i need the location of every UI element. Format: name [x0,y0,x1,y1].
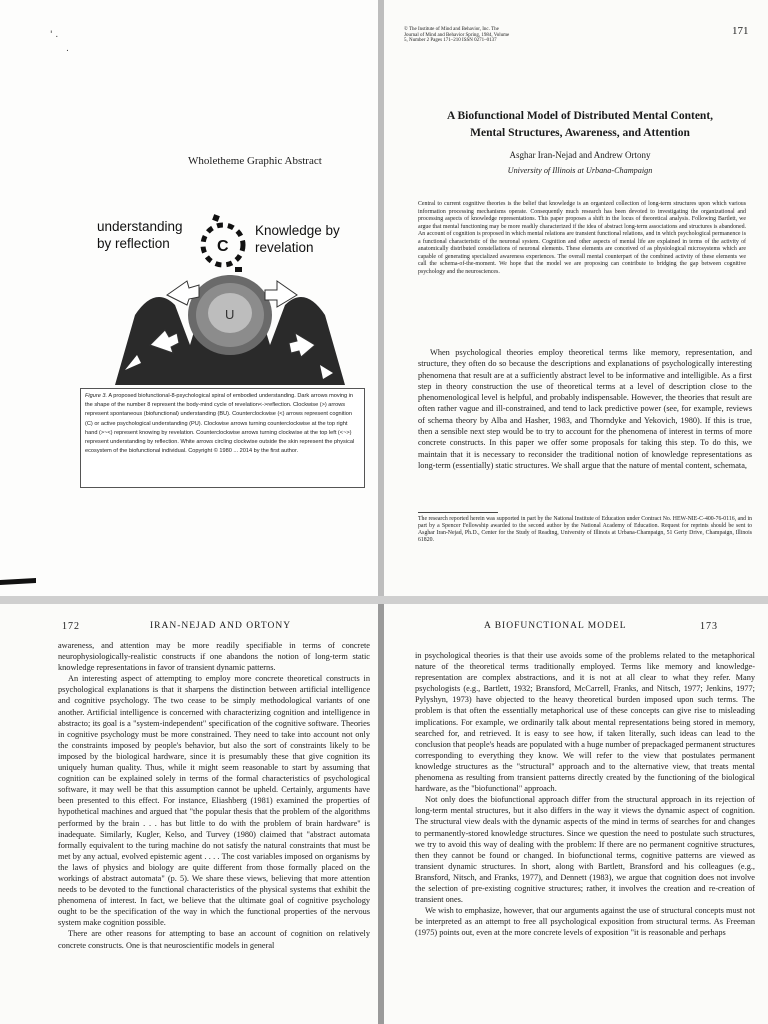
paragraph: An interesting aspect of attempting to employ more concrete theoretical constructs in psychological explanations is that it sharpens the distinction between artificial intelligence and cognitive psychology. The two cease to be simply methodological variants of one another. Artificial intelligence is concerned with characterizing cognition and intelligence in abstracto; its goal is a "system-independent" specification of the cognitive software. Theories in cognitive psychology must be more constrained. They need to take into account not only the constraints imposed by people's behavior, but also the sort of constraints likely to be imposed by the biological hardware, since it is presumably these that give cognition its uniquely human quality. Thus, while it might seem reasonable to start by assuming that cognition can be explained solely in terms of the formal characteristics of psychological software, it may well be that this assumption cannot be upheld. Certainly, arguments have been presented to this effect. For instance, Eliashberg (1981) examined the properties of hypothetical machines and argued that "the popular thesis that the problem of the algorithms performed by the brain . . . has but little to do with the problem of brain hardware" is inadequate. Similarly, Kugler, Kelso, and Turvey (1980) claimed that "abstract automata formally equivalent to the turing machine do not satisfy the natural constraints that must be met by any actual, evolved epistemic agent . . . . The cost variables imposed on organisms by the laws of physics and biology are quite different from those formally placed on the workings of abstract automata" (p. 5). We share these views, believing that more attention needs to be devoted to the functional characteristics of the physical systems that exhibit the phenomena of interest. In fact, we believe that the ultimate goal of cognitive psychology ought to be the specification of the way in which the functional properties of the nervous system make cognition possible. [58,674,370,928]
journal-info: © The Institute of Mind and Behavior, Inc. The Journal of Mind and Behavior Spring, 1984, Volume 5, Number 2 Pages 171–210 ISSN 0271–0137 [404,27,510,44]
paragraph: We wish to emphasize, however, that our arguments against the use of structural concepts must not be interpreted as an attempt to free all psychological exposition from structural terms. As Freeman (1975) points out, even at the more concrete levels of exposition "it is reasonable and perhaps [415,906,755,938]
article-title [405,108,755,142]
article-title-line1: A Biofunctional Model of Distributed Mental Content, [446,110,714,122]
running-header-172: IRAN-NEJAD AND ORTONY [150,621,292,631]
body-text-173 [415,650,755,938]
footnote-rule [418,512,498,513]
body-text-172 [58,640,370,951]
center-letter-c: C [217,238,229,255]
page-number-171: 171 [732,25,749,37]
affiliation: University of Illinois at Urbana-Champaign [507,166,653,175]
page-171 [384,0,768,596]
scan-speck: ' . [50,30,59,40]
figure-caption-lead: Figure 3. [85,393,108,399]
center-letter-u: U [225,307,235,322]
running-header-173: A BIOFUNCTIONAL MODEL [484,621,627,631]
article-abstract: Central to current cognitive theories is the belief that knowledge is an organized collection of long-term structures upon which various information processing mechanisms operate. Consequently much research has been devoted to investigating the organizational and processing aspects of knowledge representations. This paper proposes a shift in the locus of theoretical analysis. Following Bartlett, we argue that mental functioning may be more readily characterized if the idea of abstract long-term associations and structures is abandoned. An account of cognition is proposed in which mental relations are transient functional relations, and in which psychological permanence is a functional characteristic of the neuronal system. Cognition and other aspects of mental life are explained in terms of the activity of anatomically distributed constellations of neuronal elements. These elements are conceived of as physiological microsystems which are capable of generating specialized awareness experiences. The overall mental counterpart of the combined activity of these elements we call the schema-of-the-moment. We hope that the model we are proposing can contribute to bridging the gap between cognitive psychology and the neurosciences. [418,201,746,275]
page-number-172: 172 [62,621,80,632]
figure-caption [80,388,365,488]
body-text-171: When psychological theories employ theoretical terms like memory, representation, and structure, they often do so because the descriptions and explanations of psychologically interesting phenomena that result are at a sufficiently abstract level to be informative and intelligible. As a first step in theory construction the use of theoretical terms at a level of description close to the phenomenological level is helpful, and probably indispensable. However, the theories that result are often rather vague and ill-constrained, and tend to lack predictive power (see, for example, reviews of schema theory by Alba and Hasher, 1983, and Thorndyke and Yekovich, 1980). If this is true, then a sensible next step would be to try to account for the phenomena of interest in terms of more concrete constructs. In this paper we offer some proposals for taking this step. To do this, we maintain that it is necessary to reconsider the traditional notion of knowledge representations as long-term (essentially) static structures. We shall argue that the nature of mental content, schemata, [418,348,752,470]
paragraph: awareness, and attention may be more readily specifiable in terms of concrete neurophysiologically-realistic constructs if one abandons the notion of long-term static knowledge representations in favor of transient dynamic patterns. [58,641,370,673]
page-number-173: 173 [700,621,718,632]
figure-label-reflection: understanding by reflection [97,219,183,251]
paragraph: in psychological theories is that their use avoids some of the problems related to the metaphorical nature of the theoretical terms traditionally employed. Terms like memory and knowledge-representation are complex abstractions, and it is not at all clear to what they refer. Many psychologists (e.g., Bartlett, 1932; Bransford, McCarrell, Franks, and Nitsch, 1977; Jenkins, 1977; Pylyshyn, 1973) have objected to the heavy theoretical burden imposed upon such terms. The problem is that often the essentially metaphorical use of these concepts can give rise to misleading implications. For example, we ordinarily talk about mental representations being stored in memory, searched for, and retrieved. It is easy to see how, if taken literally, such ideas can lead to the conclusion that people's heads are populated with a huge number of prepackaged permanent structures corresponding to everything they know. We will refer to the view that postulates permanent knowledge structures as the "structural" approach and to the alternative view, that treats mental phenomena as resulting from transient patterns directly created by the functioning of the biological hardware, as the "biofunctional" approach. [415,651,755,794]
authors: Asghar Iran-Nejad and Andrew Ortony [509,150,651,160]
article-title-line2: Mental Structures, Awareness, and Attention [470,127,690,139]
figure-caption-text: A proposed biofunctional-8-psychological spiral of embodied understanding. Dark arrows moving in the shape of the number 8 represent the body-mind cycle of revelation<->reflection. Clockwise (>) arrows represent spontaneous (biofunctional) understanding (BU). Counterclockwise (<) arrows represent cognition (C) or active psychological understanding (PU). Clockwise arrows turning counterclockwise at the top right hand (>~<) represent knowing by revelation. Counterclockwise arrows turning clockwise at the top left (<~>) represent understanding by reflection. White arrows circling clockwise outside the skin represent the physical ecosystem of the biofunctional individual. Copyright © 1980 ... 2014 by the first author. [85,393,355,455]
footnote: The research reported herein was supported in part by the National Institute of Education under Contract No. HEW-NIE-C-400-76-0116, and in part by a Spencer Fellowship awarded to the second author by the National Academy of Education. Request for reprints should be sent to Asghar Iran-Nejad, Ph.D., Center for the Study of Reading, University of Illinois at Urbana-Champaign, 51 Gerty Drive, Champaign, Illinois 61820. [418,516,752,544]
horizontal-gutter [0,596,768,604]
scan-speck: . [66,44,69,54]
paragraph: Not only does the biofunctional approach differ from the structural approach in its rejection of long-term mental structures, but it also differs in the way it views the dynamic aspect of cognition. The structural view deals with the dynamic aspects of the mind in terms of searches for and changes to permanently-stored knowledge structures. Since we question the need to postulate such structures, we try to avoid this way of dealing with the problem: If there are no permanent cognitive structures, then they cannot be found or changed. In biofunctional terms, cognitive patterns are viewed as transient dynamic structures. In short, along with Bartlett, Bransford and his colleagues (e.g., Bransford, Nitsch, and Franks, 1977), and Dennett (1983), we argue that cognition does not involve the selection of pre-existing cognitive structures; rather, it involves the creation and re-creation of transient ones. [415,795,755,905]
paragraph: There are other reasons for attempting to base an account of cognition on relatively concrete constructs. One is that neuroscientific models in general [58,929,370,950]
figure-label-revelation: Knowledge by revelation [255,223,340,255]
graphic-abstract-heading: Wholetheme Graphic Abstract [188,155,322,167]
